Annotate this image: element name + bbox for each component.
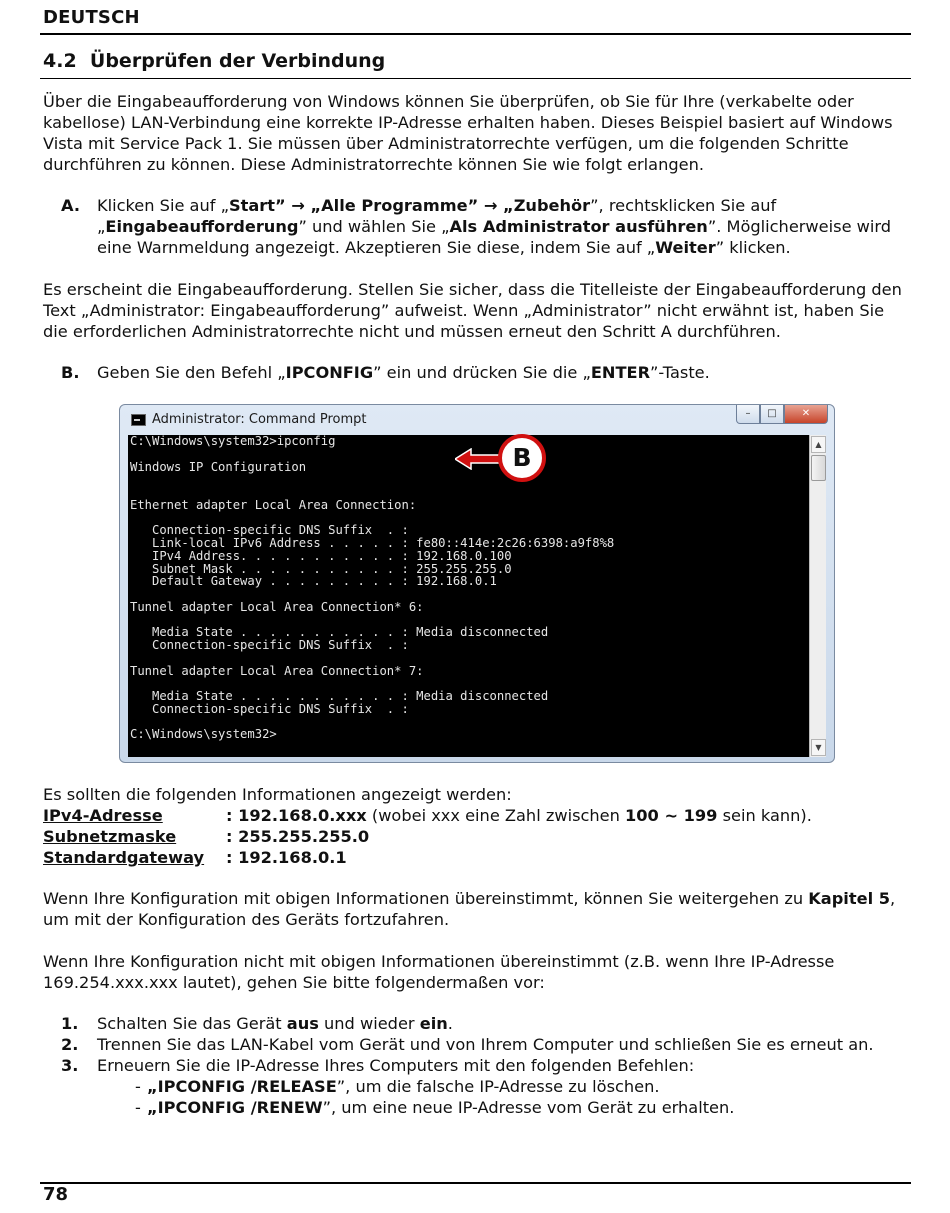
sub-item-quote: „: [147, 1077, 158, 1096]
step-b-text-2: ” ein und drücken Sie die „: [373, 363, 591, 382]
language-header: DEUTSCH: [43, 7, 140, 28]
intro-paragraph: Über die Eingabeaufforderung von Windows können Sie überprüfen, ob Sie für Ihre (verkabelte oder kabellose) LAN-Verbindung eine korrekte IP-Adresse erhalten haben. Dieses Beispiel basiert auf Windows Vista mit Service Pack 1. Sie müssen über Administratorrechte verfügen, um die folgenden Schritte durchführen zu können. Diese Administratorrechte können Sie wie folgt erlangen.: [43, 92, 893, 174]
sub-item-quote: „: [147, 1098, 158, 1117]
subnet-value-text: : 255.255.255.0: [226, 827, 370, 846]
subnet-label: Subnetzmaske: [43, 827, 177, 846]
section-title-text: Überprüfen der Verbindung: [89, 50, 386, 72]
section-title: [43, 50, 385, 72]
subnet-value: [226, 826, 369, 847]
list-item-number: 3.: [61, 1056, 79, 1075]
section-number: 4.2: [43, 50, 77, 72]
match-text-end: , um mit der Konfiguration des Geräts fortzufahren.: [43, 889, 896, 929]
nomatch-paragraph: Wenn Ihre Konfiguration nicht mit obigen Informationen übereinstimmt (z.B. wenn Ihre IP-Adresse 169.254.xxx.xxx lautet), gehen Sie bitte folgendermaßen vor:: [43, 952, 835, 992]
step-a-arrow-1: ” → „: [275, 196, 322, 215]
list-item-text: Schalten Sie das Gerät: [97, 1014, 287, 1033]
step-a-all-programs: Alle Programme: [321, 196, 468, 215]
list-item-number: 1.: [61, 1014, 79, 1033]
step-a-text-4: ”. Möglicherweise wird eine Warnmeldung angezeigt. Akzeptieren Sie diese, indem Sie auf „: [97, 217, 892, 257]
ipv4-value: 192.168.0.xxx: [238, 806, 367, 825]
minimize-button[interactable]: –: [736, 405, 760, 424]
ipv4-label: IPv4-Adresse: [43, 806, 163, 825]
scroll-down-icon[interactable]: ▼: [811, 739, 826, 756]
step-a-label: A.: [61, 196, 80, 215]
close-button[interactable]: ✕: [784, 405, 828, 424]
ipv4-value-line: [226, 805, 812, 826]
list-item: [43, 1055, 905, 1076]
list-item-off: aus: [286, 1014, 319, 1033]
expected-info-intro: Es sollten die folgenden Informationen angezeigt werden:: [43, 785, 512, 804]
ipv4-row: [43, 805, 905, 826]
step-a-accessories: Zubehör: [513, 196, 591, 215]
scroll-up-icon[interactable]: ▲: [811, 436, 826, 453]
step-a-continue: Weiter: [655, 238, 716, 257]
list-item-text: Erneuern Sie die IP-Adresse Ihres Computers mit den folgenden Befehlen:: [97, 1056, 695, 1075]
step-a-arrow-2: ” → „: [467, 196, 514, 215]
subnet-row: [43, 826, 905, 847]
step-b-command: IPCONFIG: [285, 363, 374, 382]
sub-item-release: [43, 1076, 905, 1097]
step-b-callout: B: [498, 434, 546, 482]
release-command: IPCONFIG /RELEASE: [157, 1077, 337, 1096]
cmd-window-controls: [736, 405, 828, 425]
step-a-run-as-admin: Als Administrator ausführen: [449, 217, 708, 236]
ipv4-note: (wobei xxx eine Zahl zwischen: [366, 806, 626, 825]
admin-paragraph: Es erscheint die Eingabeaufforderung. Stellen Sie sicher, dass die Titelleiste der Eingabeaufforderung den Text „Administrator: Eingabeaufforderung” aufweist. Wenn „Administrator” nicht erwähnt ist, haben Sie die erforderlichen Administratorrechte nicht und müssen erneut den Schritt A durchführen.: [43, 280, 902, 341]
sub-item-dash: -: [135, 1077, 141, 1096]
troubleshoot-list: [43, 1013, 905, 1118]
list-item-on: ein: [419, 1014, 448, 1033]
expected-info: [43, 784, 905, 868]
step-b-text-3: ”-Taste.: [650, 363, 710, 382]
step-b-text: Geben Sie den Befehl „: [97, 363, 286, 382]
match-text: Wenn Ihre Konfiguration mit obigen Informationen übereinstimmt, können Sie weitergehen zu: [43, 889, 809, 908]
step-a-text-3: ” und wählen Sie „: [298, 217, 450, 236]
step-a-text-5: ” klicken.: [715, 238, 791, 257]
list-item-number: 2.: [61, 1035, 79, 1054]
gateway-label: Standardgateway: [43, 848, 205, 867]
step-b-label: B.: [61, 363, 80, 382]
page-number: 78: [43, 1184, 69, 1205]
ipv4-colon: :: [226, 806, 239, 825]
callout-arrow-icon: [455, 448, 501, 470]
list-item-text: Trennen Sie das LAN-Kabel vom Gerät und von Ihrem Computer und schließen Sie es erneut an.: [97, 1035, 874, 1054]
list-item-text-2: und wieder: [318, 1014, 420, 1033]
header-rule: [40, 33, 911, 35]
step-a-cmd-prompt: Eingabeaufforderung: [105, 217, 299, 236]
footer-rule: [40, 1182, 911, 1184]
step-b: [43, 362, 905, 383]
cmd-app-icon: [131, 414, 146, 426]
sub-item-text: ”, um eine neue IP-Adresse vom Gerät zu erhalten.: [322, 1098, 735, 1117]
cmd-scrollbar[interactable]: [809, 435, 826, 757]
sub-item-text: ”, um die falsche IP-Adresse zu löschen.: [336, 1077, 660, 1096]
callout-arrow-shape: [455, 449, 501, 469]
cmd-output: C:\Windows\system32>ipconfig Windows IP Configuration Ethernet adapter Local Area Connection: Connection-specific DNS Suffix . : Link-local IPv6 Address . . . . . : fe80::414e:2c26:6398:a9f8%8 IPv4 Address. . . . . . . . . . . : 192.168.0.100 Subnet Mask . . . . . . . . . . . : 255.255.255.0 Default Gateway . . . . . . . . . : 192.168.0.1 Tunnel adapter Local Area Connection* 6: Media State . . . . . . . . . . . : Media disconnected Connection-specific DNS Suffix . : Tunnel adapter Local Area Connection* 7: Media State . . . . . . . . . . . : Media disconnected Connection-specific DNS Suffix . : C:\Windows\system32>: [130, 435, 615, 742]
step-a: [43, 195, 905, 258]
gateway-value: [226, 847, 347, 868]
scroll-thumb[interactable]: [811, 455, 826, 481]
sub-item-dash: -: [135, 1098, 141, 1117]
maximize-button[interactable]: □: [760, 405, 784, 424]
step-b-key: ENTER: [590, 363, 651, 382]
gateway-value-text: : 192.168.0.1: [226, 848, 347, 867]
cmd-window-title: Administrator: Command Prompt: [152, 412, 367, 427]
step-a-start: Start: [228, 196, 276, 215]
list-item: [43, 1013, 905, 1034]
chapter-reference: Kapitel 5: [808, 889, 891, 908]
list-item-text-3: .: [447, 1014, 453, 1033]
match-paragraph: [43, 888, 905, 930]
list-item: [43, 1034, 905, 1055]
sub-item-renew: [43, 1097, 905, 1118]
gateway-row: [43, 847, 905, 868]
ipv4-range: 100 ~ 199: [625, 806, 718, 825]
step-a-text-2: ”, rechtsklicken Sie auf „: [97, 196, 777, 236]
step-a-text: Klicken Sie auf „: [97, 196, 229, 215]
cmd-titlebar: [120, 405, 834, 435]
ipv4-note-end: sein kann).: [717, 806, 812, 825]
section-rule: [40, 78, 911, 79]
cmd-console[interactable]: [128, 435, 826, 757]
renew-command: IPCONFIG /RENEW: [157, 1098, 323, 1117]
